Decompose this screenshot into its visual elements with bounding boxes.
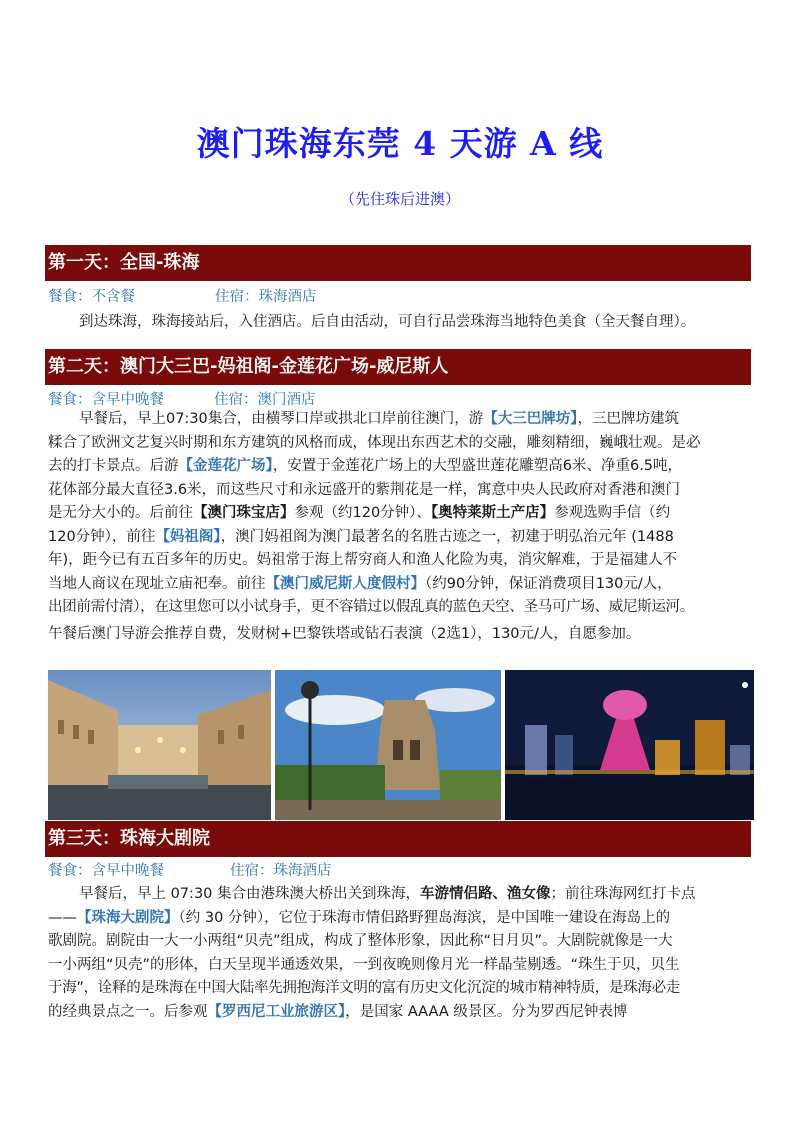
day3-meal: 餐食：含早中晚餐 [48, 863, 164, 879]
text-span: ，是国家 AAAA 级景区。分为罗西尼钟表博 [345, 1003, 628, 1020]
day1-text [48, 311, 772, 335]
text-span: （约 30 分钟），它位于珠海市情侣路野狸岛海滨，是中国唯一建设在海岛上的 [178, 909, 671, 926]
text-span: 早餐后，早上 07:30 集合由港珠澳大桥出关到珠海， [79, 886, 421, 902]
day1-stay: 住宿：珠海酒店 [215, 289, 317, 305]
day3-description [48, 883, 772, 1024]
day3-line [48, 1001, 772, 1025]
text-span: 参观选购手信（约 [554, 505, 671, 521]
day3-line: 于海”，诠释的是珠海在中国大陆率先拥抱海洋文明的富有历史文化沉淀的城市精神特质，是珠海必走 [48, 980, 681, 996]
text-span: —— [48, 909, 77, 926]
attraction-rossini: 【罗西尼工业旅游区】 [207, 1003, 346, 1020]
day3-meta [48, 859, 332, 880]
day2-line [48, 502, 772, 526]
day2-stay: 住宿：澳门酒店 [214, 392, 316, 408]
text-span: ；前往珠海网红打卡点 [550, 886, 696, 902]
photo-ruins-st-paul [275, 670, 501, 820]
text-span: 的经典景点之一。后参观 [48, 1003, 208, 1020]
day2-line: 出团前需付清），在这里您可以小试身手，更不容错过以假乱真的蓝色天空、圣马可广场、威尼斯运河。 [48, 599, 694, 615]
day3-line: 一小两组“贝壳”的形体，白天呈现半通透效果，一到夜晚则像月光一样晶莹剔透。“珠生于贝，贝生 [48, 956, 680, 973]
day2-line [48, 573, 772, 597]
day2-line: 花体部分最大直径3.6米，而这些尺寸和永远盛开的紫荆花是一样，寓意中央人民政府对香港和澳门 [48, 481, 681, 498]
text-span: （约90分钟，保证消费项目130元/人， [425, 575, 672, 592]
page-title: 澳门珠海东莞 4 天游 A 线 [196, 124, 604, 163]
text-span: ，澳门妈祖阁为澳门最著名的名胜古迹之一，初建于明弘治元年 (1488 [220, 528, 674, 545]
day3-header: 第三天：珠海大剧院 [45, 821, 751, 857]
day2-meta [48, 388, 316, 409]
day2-line: 午餐后澳门导游会推荐自费，发财树+巴黎铁塔或钻石表演（2选1），130元/人，自愿参加。 [48, 625, 641, 642]
attraction-grand-theatre: 【珠海大剧院】 [77, 909, 179, 926]
attraction-dasanba: 【大三巴牌坊】 [483, 411, 578, 427]
shop-outlet: 【奥特莱斯土产店】 [430, 505, 555, 521]
tour-lovers-road: 车游情侣路、渔女像 [420, 886, 551, 902]
day3-line: 歌剧院。剧院由一大一小两组“贝壳”组成，构成了整体形象，因此称“日月贝”。大剧院就像是一大 [48, 933, 673, 949]
shop-jewelry: 【澳门珠宝店】 [193, 505, 295, 521]
day2-line [48, 455, 772, 479]
photo-venetian-interior [48, 670, 271, 820]
text-span: 去的打卡景点。后游 [48, 458, 179, 474]
attraction-mazu-temple: 【妈祖阁】 [155, 528, 221, 545]
day1-header: 第一天：全国-珠海 [45, 245, 751, 281]
day2-line [48, 408, 772, 432]
photo-macau-night [505, 670, 754, 820]
attraction-venetian: 【澳门威尼斯人度假村】 [265, 575, 425, 592]
day1-text-content: 到达珠海，珠海接站后，入住酒店。后自由活动，可自行品尝珠海当地特色美食（全天餐自理）。 [79, 314, 696, 330]
text-span: 参观（约120分钟）、 [294, 505, 431, 521]
day2-header: 第二天：澳门大三巴-妈祖阁-金莲花广场-威尼斯人 [45, 349, 751, 385]
day3-line [48, 907, 772, 931]
day3-line [48, 883, 772, 907]
text-span: ，安置于金莲花广场上的大型盛世莲花雕塑高6米、净重6.5吨， [272, 458, 683, 474]
text-span: 120分钟），前往 [48, 528, 156, 545]
day2-description [48, 408, 772, 646]
day2-meal: 餐食：含早中晚餐 [48, 392, 164, 408]
day1-meta [48, 285, 317, 306]
day1-meal: 餐食：不含餐 [48, 289, 135, 305]
text-span: 是无分大小的。后前往 [48, 505, 193, 521]
day3-stay: 住宿：珠海酒店 [230, 863, 332, 879]
day2-line: 年)，距今已有五百多年的历史。妈祖常于海上帮穷商人和渔人化险为夷，消灾解难，于是福建人不 [48, 552, 678, 568]
day2-line [48, 526, 772, 550]
text-span: ，三巴牌坊建筑 [577, 411, 680, 427]
attraction-lotus-square: 【金莲花广场】 [178, 458, 273, 474]
text-span: 当地人商议在现址立庙祀奉。前往 [48, 575, 266, 592]
page-subtitle: （先住珠后进澳） [339, 190, 460, 208]
day2-line: 糅合了欧洲文艺复兴时期和东方建筑的风格而成，体现出东西艺术的交融，雕刻精细，巍峨壮观。是必 [48, 434, 701, 451]
text-span: 早餐后，早上07:30集合，由横琴口岸或拱北口岸前往澳门，游 [79, 411, 484, 427]
